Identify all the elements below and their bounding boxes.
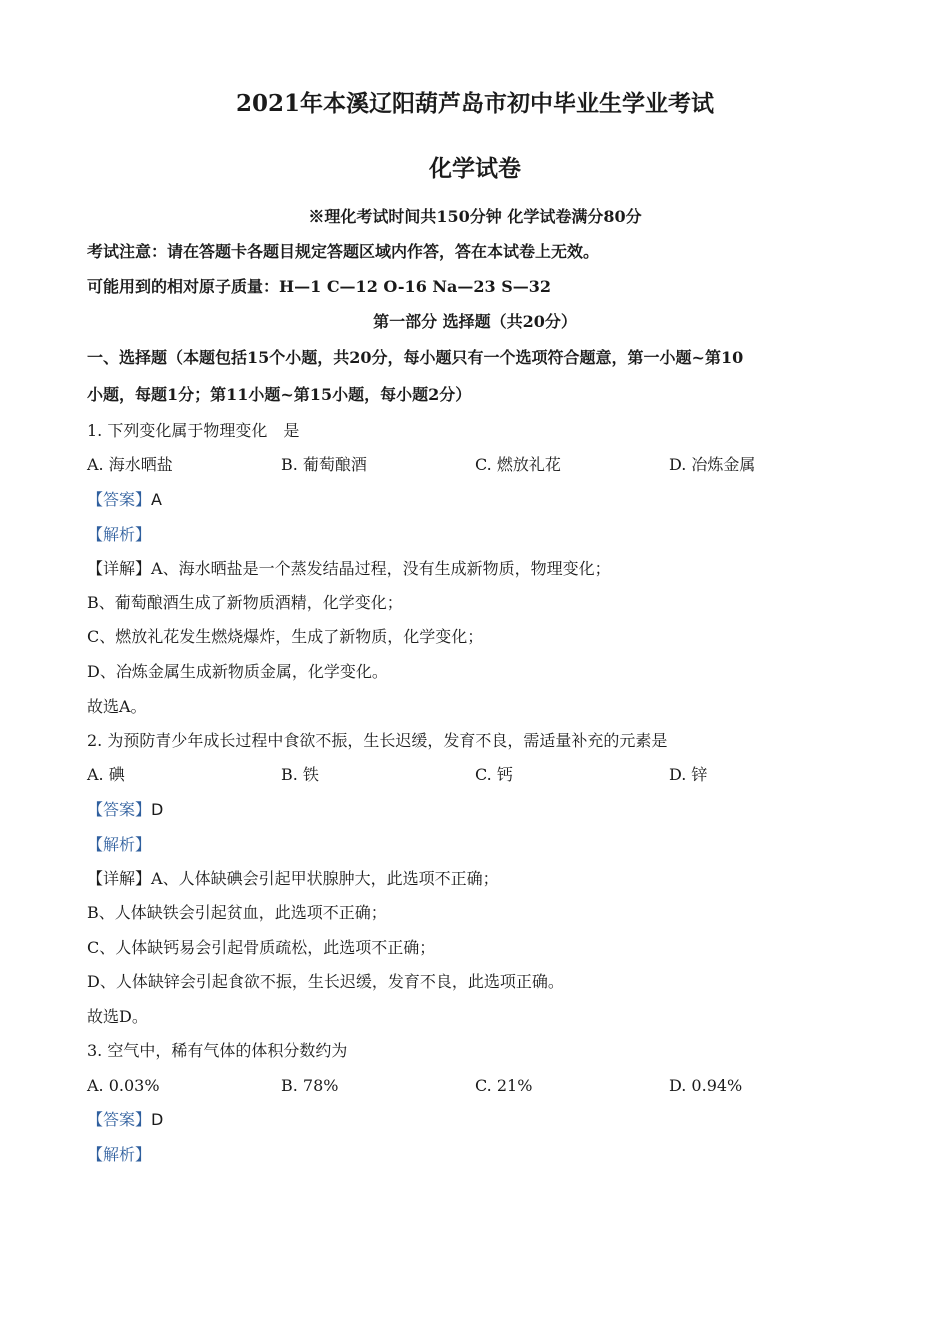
question-1-detail-line-2: B、葡萄酿酒生成了新物质酒精，化学变化； [87,593,403,612]
answer-label: 【答案】 [87,1110,152,1129]
question-2-analysis-label: 【解析】 [87,835,152,854]
question-1-answer [87,490,162,510]
question-2-option-c: C. 钙 [475,765,513,784]
question-1-option-a: A. 海水晒盐 [87,455,173,474]
question-2-stem: 2. 为预防青少年成长过程中食欲不振，生长迟缓，发育不良，需适量补充的元素是 [87,731,668,750]
question-3-option-d: D. 0.94% [669,1076,743,1095]
question-1-option-d: D. 冶炼金属 [669,455,756,474]
question-3-option-c: C. 21% [475,1076,533,1095]
question-3-option-a: A. 0.03% [87,1076,160,1095]
exam-subtitle: 化学试卷 [429,155,521,182]
question-2-conclusion: 故选D。 [87,1007,148,1026]
answer-value: A [151,490,162,509]
question-1-conclusion: 故选A。 [87,697,147,716]
detail-text: A、人体缺碘会引起甲状腺肿大，此选项不正确； [151,869,499,888]
section-instructions-line-2: 小题，每题1分；第11小题~第15小题，每小题2分） [87,385,472,404]
section-instructions-line-1: 一、选择题（本题包括15个小题，共20分，每小题只有一个选项符合题意，第一小题~第10 [87,348,744,367]
question-3-analysis-label: 【解析】 [87,1145,152,1164]
question-1-detail-line-4: D、冶炼金属生成新物质金属，化学变化。 [87,662,388,681]
question-1-detail-line-3: C、燃放礼花发生燃烧爆炸，生成了新物质，化学变化； [87,627,484,646]
question-3-answer [87,1110,163,1130]
question-2-detail-line-1 [87,869,499,889]
answer-label: 【答案】 [87,800,152,819]
question-1-option-b: B. 葡萄酿酒 [281,455,367,474]
detail-label: 【详解】 [87,869,152,888]
time-note: ※理化考试时间共150分钟 化学试卷满分80分 [308,207,642,226]
question-2-option-a: A. 碘 [87,765,125,784]
question-1-analysis-label: 【解析】 [87,525,152,544]
atomic-masses: 可能用到的相对原子质量：H—1 C—12 O-16 Na—23 S—32 [87,277,552,296]
detail-text: A、海水晒盐是一个蒸发结晶过程，没有生成新物质，物理变化； [151,559,611,578]
question-2-answer [87,800,163,820]
part-heading: 第一部分 选择题（共20分） [373,312,577,331]
question-2-option-b: B. 铁 [281,765,319,784]
answer-label: 【答案】 [87,490,152,509]
question-2-detail-line-3: C、人体缺钙易会引起骨质疏松，此选项不正确； [87,938,436,957]
question-3-option-b: B. 78% [281,1076,339,1095]
question-2-option-d: D. 锌 [669,765,708,784]
question-1-detail-line-1 [87,559,611,579]
question-2-detail-line-2: B、人体缺铁会引起贫血，此选项不正确； [87,903,387,922]
detail-label: 【详解】 [87,559,152,578]
answer-value: D [151,1110,164,1129]
question-1-option-c: C. 燃放礼花 [475,455,561,474]
question-2-detail-line-4: D、人体缺锌会引起食欲不振，生长迟缓，发育不良，此选项正确。 [87,972,564,991]
exam-title: 2021年本溪辽阳葫芦岛市初中毕业生学业考试 [235,90,714,117]
question-1-stem: 1. 下列变化属于物理变化 是 [87,421,300,440]
exam-notice: 考试注意：请在答题卡各题目规定答题区域内作答，答在本试卷上无效。 [87,242,600,261]
answer-value: D [151,800,164,819]
question-3-stem: 3. 空气中，稀有气体的体积分数约为 [87,1041,348,1060]
